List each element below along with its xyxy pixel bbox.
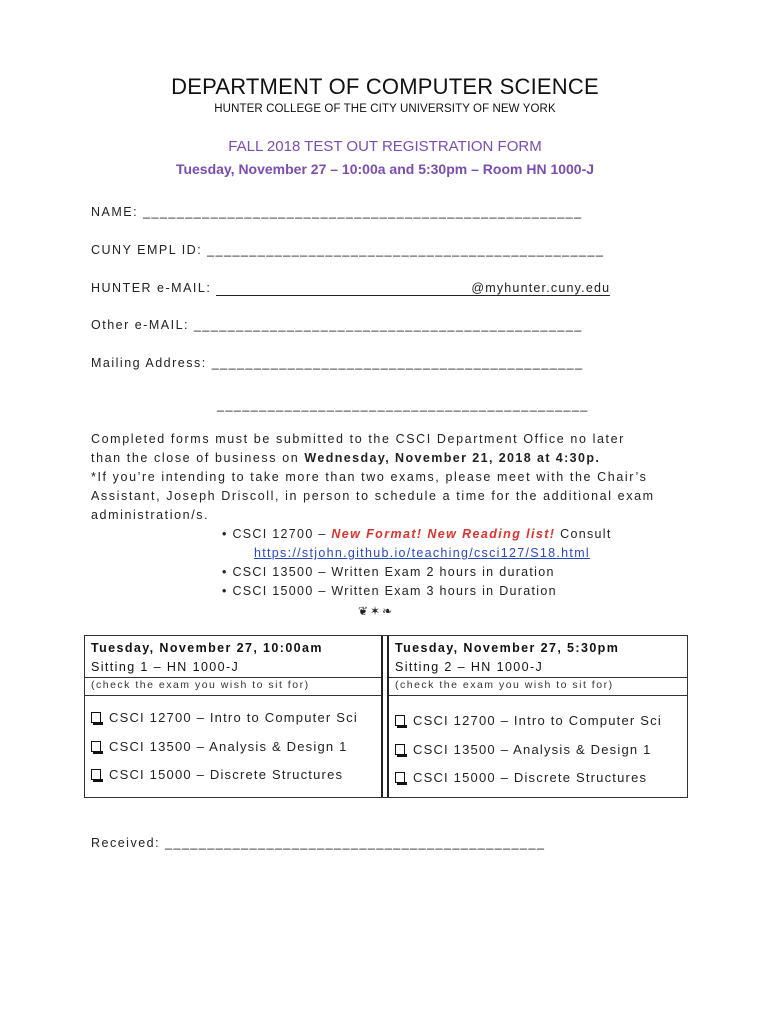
mailing-address-field[interactable] <box>91 356 584 370</box>
checkbox-icon[interactable] <box>91 712 101 723</box>
checkbox-icon[interactable] <box>395 744 405 755</box>
exam-info-item-12700: • CSCI 12700 – New Format! New Reading list! Consult <box>222 527 612 541</box>
mailing-address-label: Mailing Address: <box>91 356 207 370</box>
other-email-line: ______________________________________________ <box>193 318 583 332</box>
sitting-1-header: Tuesday, November 27, 10:00am <box>91 641 323 655</box>
received-field[interactable] <box>91 836 545 850</box>
form-title: FALL 2018 TEST OUT REGISTRATION FORM <box>228 138 542 155</box>
name-field[interactable] <box>91 205 583 219</box>
sitting-1-hint: (check the exam you wish to sit for) <box>91 679 310 691</box>
sitting-2-column <box>389 636 687 797</box>
course-link[interactable]: https://stjohn.github.io/teaching/csci127/S18.html <box>254 546 590 560</box>
sitting-2-room: Sitting 2 – HN 1000-J <box>395 660 544 674</box>
notice-line-1: Completed forms must be submitted to the CSCI Department Office no later <box>91 432 625 446</box>
notice-line-3: *If you’re intending to take more than two exams, please meet with the Chair’s <box>91 470 648 484</box>
name-label: NAME: <box>91 205 139 219</box>
mailing-address-field-2[interactable] <box>217 398 589 412</box>
sitting-2-hint: (check the exam you wish to sit for) <box>395 679 614 691</box>
bullet-icon: • <box>222 565 228 579</box>
sitting-1-option-13500[interactable]: CSCI 13500 – Analysis & Design 1 <box>91 739 348 754</box>
mailing-address-line-1: ____________________________________________ <box>211 356 584 370</box>
new-format-note: New Format! New Reading list! <box>331 527 556 541</box>
sitting-2-option-15000[interactable]: CSCI 15000 – Discrete Structures <box>395 770 647 785</box>
sitting-1-column <box>85 636 381 797</box>
name-line: ____________________________________________________ <box>143 205 583 219</box>
sitting-2-option-13500[interactable]: CSCI 13500 – Analysis & Design 1 <box>395 742 652 757</box>
other-email-label: Other e-MAIL: <box>91 318 189 332</box>
sitting-1-room: Sitting 1 – HN 1000-J <box>91 660 240 674</box>
bullet-icon: • <box>222 527 228 541</box>
empl-id-field[interactable] <box>91 243 604 257</box>
bullet-icon: • <box>222 584 228 598</box>
sitting-1-option-12700[interactable]: CSCI 12700 – Intro to Computer Sci <box>91 710 358 725</box>
deadline: Wednesday, November 21, 2018 at 4:30p. <box>304 451 601 465</box>
checkbox-icon[interactable] <box>395 715 405 726</box>
notice-line-4: Assistant, Joseph Driscoll, in person to schedule a time for the additional exam <box>91 489 655 503</box>
checkbox-icon[interactable] <box>91 769 101 780</box>
exam-info-item-13500: • CSCI 13500 – Written Exam 2 hours in duration <box>222 565 555 579</box>
empl-id-line: _______________________________________________ <box>207 243 605 257</box>
sitting-2-header: Tuesday, November 27, 5:30pm <box>395 641 620 655</box>
hunter-email-label: HUNTER e-MAIL: <box>91 281 212 295</box>
checkbox-icon[interactable] <box>395 772 405 783</box>
notice-line-5: administration/s. <box>91 508 210 522</box>
received-label: Received: <box>91 836 161 850</box>
hunter-email-suffix: @myhunter.cuny.edu <box>216 281 610 296</box>
sitting-table <box>84 635 688 798</box>
sitting-2-option-12700[interactable]: CSCI 12700 – Intro to Computer Sci <box>395 713 662 728</box>
exam-info-item-15000: • CSCI 15000 – Written Exam 3 hours in Duration <box>222 584 557 598</box>
submission-notice <box>91 430 671 525</box>
course-link-row[interactable] <box>254 546 590 560</box>
hunter-email-field[interactable] <box>91 281 610 296</box>
sitting-1-option-15000[interactable]: CSCI 15000 – Discrete Structures <box>91 767 343 782</box>
mailing-address-line-2: ____________________________________________ <box>217 398 589 412</box>
document-title: DEPARTMENT OF COMPUTER SCIENCE <box>171 74 599 99</box>
checkbox-icon[interactable] <box>91 741 101 752</box>
received-line: _____________________________________________ <box>165 836 546 850</box>
ornament-icon: ❦✶❧ <box>358 604 395 618</box>
form-date: Tuesday, November 27 – 10:00a and 5:30pm – Room HN 1000-J <box>175 161 595 177</box>
notice-line-2: than the close of business on Wednesday, November 21, 2018 at 4:30p. <box>91 451 601 465</box>
other-email-field[interactable] <box>91 318 583 332</box>
table-divider <box>381 636 389 797</box>
empl-id-label: CUNY EMPL ID: <box>91 243 203 257</box>
document-subtitle: HUNTER COLLEGE OF THE CITY UNIVERSITY OF NEW YORK <box>214 103 556 115</box>
